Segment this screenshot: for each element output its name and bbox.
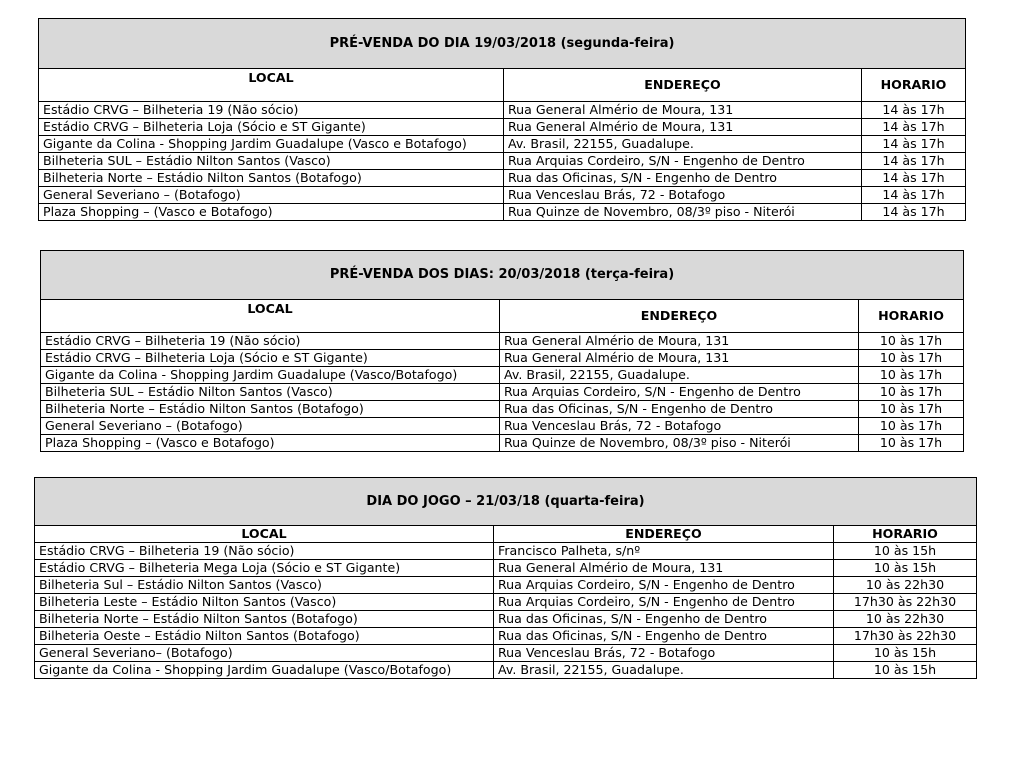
cell-horario: 14 às 17h (862, 102, 966, 119)
cell-local: Estádio CRVG – Bilheteria Mega Loja (Sócio e ST Gigante) (35, 560, 494, 577)
table-row (39, 136, 966, 153)
cell-endereco: Av. Brasil, 22155, Guadalupe. (494, 662, 834, 679)
table-row (35, 543, 977, 560)
cell-endereco: Rua General Almério de Moura, 131 (504, 119, 862, 136)
cell-horario: 10 às 17h (859, 367, 964, 384)
cell-endereco: Rua General Almério de Moura, 131 (500, 350, 859, 367)
cell-horario: 10 às 15h (834, 645, 977, 662)
cell-local: Bilheteria Norte – Estádio Nilton Santos (Botafogo) (39, 170, 504, 187)
column-header-endereco: ENDEREÇO (504, 69, 862, 102)
cell-horario: 10 às 22h30 (834, 577, 977, 594)
table-row (41, 384, 964, 401)
cell-local: Estádio CRVG – Bilheteria Loja (Sócio e ST Gigante) (41, 350, 500, 367)
cell-endereco: Rua das Oficinas, S/N - Engenho de Dentro (494, 611, 834, 628)
cell-local: Estádio CRVG – Bilheteria 19 (Não sócio) (35, 543, 494, 560)
table-row (41, 418, 964, 435)
table-row (35, 645, 977, 662)
table-title: PRÉ-VENDA DO DIA 19/03/2018 (segunda-feira) (39, 19, 966, 69)
cell-endereco: Rua Arquias Cordeiro, S/N - Engenho de Dentro (500, 384, 859, 401)
cell-endereco: Rua Arquias Cordeiro, S/N - Engenho de Dentro (504, 153, 862, 170)
cell-local: Bilheteria SUL – Estádio Nilton Santos (Vasco) (41, 384, 500, 401)
table-row (35, 577, 977, 594)
table-row (41, 350, 964, 367)
table-title: DIA DO JOGO – 21/03/18 (quarta-feira) (35, 478, 977, 526)
table-row (35, 662, 977, 679)
cell-endereco: Av. Brasil, 22155, Guadalupe. (504, 136, 862, 153)
column-header-horario: HORARIO (862, 69, 966, 102)
cell-horario: 14 às 17h (862, 153, 966, 170)
column-header-horario: HORARIO (834, 526, 977, 543)
table-row (41, 367, 964, 384)
cell-horario: 14 às 17h (862, 136, 966, 153)
column-header-local: LOCAL (39, 69, 504, 102)
cell-local: General Severiano – (Botafogo) (39, 187, 504, 204)
cell-horario: 10 às 17h (859, 384, 964, 401)
cell-horario: 10 às 15h (834, 560, 977, 577)
table-row (41, 333, 964, 350)
cell-local: Estádio CRVG – Bilheteria 19 (Não sócio) (39, 102, 504, 119)
table-row (35, 611, 977, 628)
cell-horario: 14 às 17h (862, 119, 966, 136)
cell-local: Bilheteria Leste – Estádio Nilton Santos (Vasco) (35, 594, 494, 611)
cell-local: Plaza Shopping – (Vasco e Botafogo) (41, 435, 500, 452)
cell-local: General Severiano– (Botafogo) (35, 645, 494, 662)
table-row (39, 119, 966, 136)
cell-local: General Severiano – (Botafogo) (41, 418, 500, 435)
column-header-endereco: ENDEREÇO (494, 526, 834, 543)
cell-endereco: Rua Venceslau Brás, 72 - Botafogo (504, 187, 862, 204)
cell-horario: 10 às 22h30 (834, 611, 977, 628)
cell-horario: 10 às 17h (859, 418, 964, 435)
column-header-local: LOCAL (41, 300, 500, 333)
column-header-horario: HORARIO (859, 300, 964, 333)
table-row (35, 560, 977, 577)
game-day-table (34, 477, 977, 679)
cell-horario: 10 às 17h (859, 350, 964, 367)
cell-local: Gigante da Colina - Shopping Jardim Guadalupe (Vasco/Botafogo) (41, 367, 500, 384)
cell-endereco: Rua Venceslau Brás, 72 - Botafogo (494, 645, 834, 662)
cell-endereco: Rua General Almério de Moura, 131 (504, 102, 862, 119)
column-header-endereco: ENDEREÇO (500, 300, 859, 333)
table-row (35, 594, 977, 611)
table-row (39, 102, 966, 119)
table-row (41, 435, 964, 452)
cell-local: Gigante da Colina - Shopping Jardim Guadalupe (Vasco/Botafogo) (35, 662, 494, 679)
cell-horario: 10 às 15h (834, 662, 977, 679)
cell-horario: 10 às 17h (859, 435, 964, 452)
presale-20-table (40, 250, 964, 452)
cell-local: Estádio CRVG – Bilheteria Loja (Sócio e ST Gigante) (39, 119, 504, 136)
cell-endereco: Rua General Almério de Moura, 131 (494, 560, 834, 577)
cell-endereco: Av. Brasil, 22155, Guadalupe. (500, 367, 859, 384)
table-row (39, 204, 966, 221)
table-row (39, 170, 966, 187)
presale-19-table (38, 18, 966, 221)
cell-local: Bilheteria Sul – Estádio Nilton Santos (Vasco) (35, 577, 494, 594)
cell-horario: 14 às 17h (862, 170, 966, 187)
cell-local: Gigante da Colina - Shopping Jardim Guadalupe (Vasco e Botafogo) (39, 136, 504, 153)
cell-horario: 17h30 às 22h30 (834, 594, 977, 611)
cell-endereco: Rua Venceslau Brás, 72 - Botafogo (500, 418, 859, 435)
cell-local: Bilheteria Norte – Estádio Nilton Santos (Botafogo) (35, 611, 494, 628)
cell-horario: 14 às 17h (862, 204, 966, 221)
cell-horario: 10 às 15h (834, 543, 977, 560)
table-row (39, 153, 966, 170)
cell-endereco: Rua das Oficinas, S/N - Engenho de Dentro (500, 401, 859, 418)
cell-endereco: Rua Arquias Cordeiro, S/N - Engenho de Dentro (494, 594, 834, 611)
cell-endereco: Francisco Palheta, s/nº (494, 543, 834, 560)
cell-horario: 14 às 17h (862, 187, 966, 204)
table-row (35, 628, 977, 645)
cell-local: Bilheteria Norte – Estádio Nilton Santos (Botafogo) (41, 401, 500, 418)
cell-endereco: Rua das Oficinas, S/N - Engenho de Dentro (504, 170, 862, 187)
cell-horario: 10 às 17h (859, 401, 964, 418)
cell-local: Plaza Shopping – (Vasco e Botafogo) (39, 204, 504, 221)
cell-endereco: Rua Quinze de Novembro, 08/3º piso - Niterói (504, 204, 862, 221)
cell-endereco: Rua Arquias Cordeiro, S/N - Engenho de Dentro (494, 577, 834, 594)
cell-horario: 10 às 17h (859, 333, 964, 350)
table-row (39, 187, 966, 204)
cell-local: Bilheteria Oeste – Estádio Nilton Santos (Botafogo) (35, 628, 494, 645)
table-row (41, 401, 964, 418)
cell-horario: 17h30 às 22h30 (834, 628, 977, 645)
cell-endereco: Rua General Almério de Moura, 131 (500, 333, 859, 350)
cell-local: Estádio CRVG – Bilheteria 19 (Não sócio) (41, 333, 500, 350)
column-header-local: LOCAL (35, 526, 494, 543)
table-title: PRÉ-VENDA DOS DIAS: 20/03/2018 (terça-feira) (41, 251, 964, 300)
cell-endereco: Rua Quinze de Novembro, 08/3º piso - Niterói (500, 435, 859, 452)
cell-local: Bilheteria SUL – Estádio Nilton Santos (Vasco) (39, 153, 504, 170)
cell-endereco: Rua das Oficinas, S/N - Engenho de Dentro (494, 628, 834, 645)
